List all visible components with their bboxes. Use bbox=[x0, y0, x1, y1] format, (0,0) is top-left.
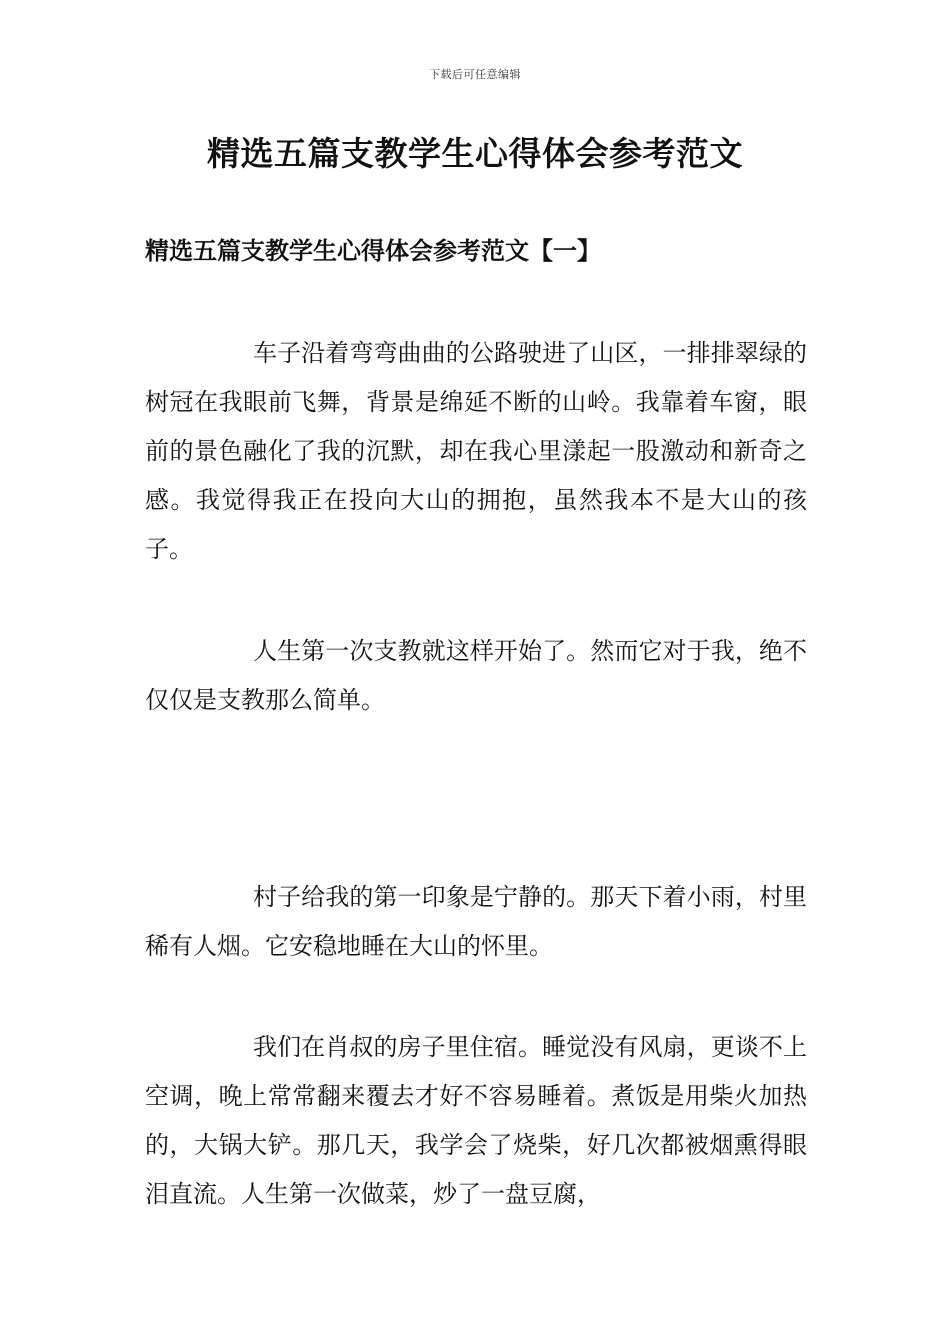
body-paragraph: 我们在肖叔的房子里住宿。睡觉没有风扇，更谈不上空调，晚上常常翻来覆去才好不容易睡着。煮饭是用柴火加热的，大锅大铲。那几天，我学会了烧柴，好几次都被烟熏得眼泪直流。人生第一次做菜，炒了一盘豆腐， bbox=[145, 1033, 807, 1208]
section-heading: 精选五篇支教学生心得体会参考范文【一】 bbox=[145, 236, 601, 265]
body-paragraph: 村子给我的第一印象是宁静的。那天下着小雨，村里稀有人烟。它安稳地睡在大山的怀里。 bbox=[145, 883, 807, 960]
body-paragraph: 车子沿着弯弯曲曲的公路驶进了山区，一排排翠绿的树冠在我眼前飞舞，背景是绵延不断的山岭。我靠着车窗，眼前的景色融化了我的沉默，却在我心里漾起一股激动和新奇之感。我觉得我正在投向大山的拥抱，虽然我本不是大山的孩子。 bbox=[145, 339, 807, 563]
body-paragraph: 人生第一次支教就这样开始了。然而它对于我，绝不仅仅是支教那么简单。 bbox=[145, 637, 807, 714]
document-title: 精选五篇支教学生心得体会参考范文 bbox=[207, 134, 743, 173]
header-note: 下载后可任意编辑 bbox=[429, 68, 521, 81]
